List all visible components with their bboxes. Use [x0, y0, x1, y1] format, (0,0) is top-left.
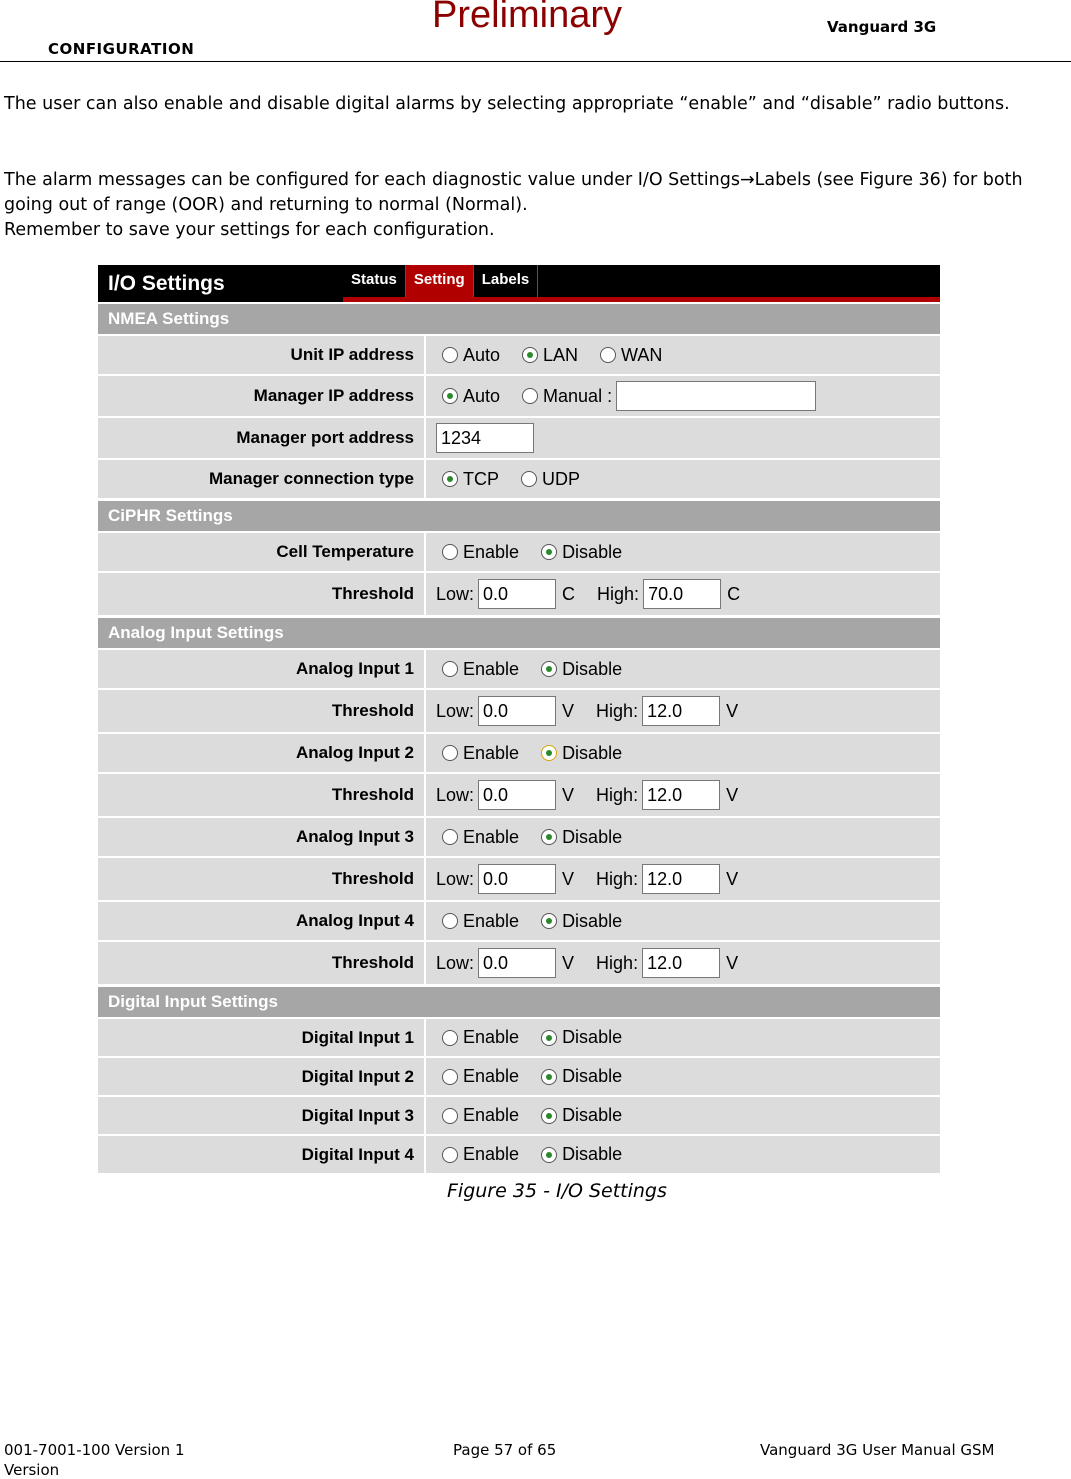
radio-analog-3-disable[interactable]: Disable [541, 827, 622, 848]
radio-selected-icon [522, 347, 538, 363]
row-cell-threshold: Threshold Low: 0.0 C High: 70.0 C [98, 573, 940, 615]
radio-digital-2-disable[interactable]: Disable [541, 1066, 622, 1087]
radio-selected-icon [541, 745, 557, 761]
label-unit-ip: Unit IP address [98, 336, 424, 374]
row-cell-temp [98, 533, 940, 571]
row-analog-input-4 [98, 902, 940, 940]
radio-selected-icon [541, 1108, 557, 1124]
row-manager-conn [98, 460, 940, 498]
io-settings-title: I/O Settings [108, 272, 225, 295]
row-analog-input-3 [98, 818, 940, 856]
io-settings-title-bar [98, 265, 940, 302]
radio-selected-icon [541, 913, 557, 929]
radio-selected-icon [541, 1147, 557, 1163]
paragraph-digital-alarms: The user can also enable and disable digital alarms by selecting appropriate “enable” and “disable” radio buttons. [4, 94, 1010, 114]
radio-cell-temp-disable[interactable]: Disable [541, 542, 622, 563]
radio-icon [521, 471, 537, 487]
radio-unit-ip-wan[interactable]: WAN [600, 345, 662, 366]
radio-digital-3-disable[interactable]: Disable [541, 1105, 622, 1126]
row-manager-ip [98, 376, 940, 416]
label-analog-input-4: Analog Input 4 [98, 902, 424, 940]
row-digital-input-1 [98, 1019, 940, 1056]
analog-1-high-input[interactable]: 12.0 [642, 696, 720, 726]
label-manager-ip: Manager IP address [98, 376, 424, 416]
tab-setting[interactable]: Setting [406, 265, 474, 297]
analog-2-low-input[interactable]: 0.0 [478, 780, 556, 810]
header-brand: Vanguard 3G [827, 18, 937, 36]
radio-icon [442, 829, 458, 845]
section-ciphr: CiPHR Settings [98, 501, 940, 531]
analog-rows [98, 650, 940, 984]
radio-icon [442, 1147, 458, 1163]
radio-manager-ip-auto[interactable]: Auto [442, 386, 500, 407]
row-analog-input-2 [98, 734, 940, 772]
manager-port-input[interactable]: 1234 [436, 423, 534, 453]
radio-analog-1-disable[interactable]: Disable [541, 659, 622, 680]
radio-selected-icon [541, 829, 557, 845]
footer-manual: Vanguard 3G User Manual GSM [760, 1441, 995, 1459]
footer-version: Version [4, 1461, 60, 1479]
row-digital-input-2 [98, 1058, 940, 1095]
footer-doc-id: 001-7001-100 Version 1 [4, 1441, 185, 1459]
radio-digital-3-enable[interactable]: Enable [442, 1105, 519, 1126]
row-analog-threshold-2: Threshold Low: 0.0 V High: 12.0 V [98, 774, 940, 816]
radio-selected-icon [442, 471, 458, 487]
radio-icon [522, 388, 538, 404]
footer-page: Page 57 of 65 [453, 1441, 557, 1459]
radio-analog-1-enable[interactable]: Enable [442, 659, 519, 680]
label-digital-input-4: Digital Input 4 [98, 1136, 424, 1173]
radio-icon [442, 661, 458, 677]
radio-selected-icon [442, 388, 458, 404]
radio-digital-4-enable[interactable]: Enable [442, 1144, 519, 1165]
analog-1-low-input[interactable]: 0.0 [478, 696, 556, 726]
radio-icon [600, 347, 616, 363]
row-analog-threshold-1: Threshold Low: 0.0 V High: 12.0 V [98, 690, 940, 732]
io-settings-figure [98, 265, 940, 1172]
radio-icon [442, 913, 458, 929]
section-digital: Digital Input Settings [98, 987, 940, 1017]
section-nmea: NMEA Settings [98, 304, 940, 334]
radio-unit-ip-auto[interactable]: Auto [442, 345, 500, 366]
label-threshold: Threshold [98, 774, 424, 816]
figure-caption: Figure 35 - I/O Settings [447, 1180, 667, 1202]
row-digital-input-4 [98, 1136, 940, 1173]
manager-ip-input[interactable] [616, 381, 816, 411]
radio-icon [442, 1030, 458, 1046]
digital-rows [98, 1019, 940, 1173]
radio-selected-icon [541, 544, 557, 560]
label-threshold: Threshold [98, 690, 424, 732]
row-digital-input-3 [98, 1097, 940, 1134]
label-digital-input-3: Digital Input 3 [98, 1097, 424, 1134]
preliminary-watermark: Preliminary [432, 0, 623, 36]
label-manager-conn: Manager connection type [98, 460, 424, 498]
row-analog-threshold-4: Threshold Low: 0.0 V High: 12.0 V [98, 942, 940, 984]
radio-digital-4-disable[interactable]: Disable [541, 1144, 622, 1165]
radio-icon [442, 1108, 458, 1124]
tab-status[interactable]: Status [343, 265, 406, 297]
radio-selected-icon [541, 1069, 557, 1085]
radio-icon [442, 347, 458, 363]
radio-cell-temp-enable[interactable]: Enable [442, 542, 519, 563]
label-analog-input-2: Analog Input 2 [98, 734, 424, 772]
radio-icon [442, 1069, 458, 1085]
analog-4-high-input[interactable]: 12.0 [642, 948, 720, 978]
radio-analog-4-disable[interactable]: Disable [541, 911, 622, 932]
analog-3-low-input[interactable]: 0.0 [478, 864, 556, 894]
radio-digital-2-enable[interactable]: Enable [442, 1066, 519, 1087]
paragraph-line-labels: The alarm messages can be configured for each diagnostic value under I/O Settings→Labels (see Figure 36) for both going out of range (OOR) and returning to normal (Normal). [4, 170, 1023, 215]
label-manager-port: Manager port address [98, 418, 424, 458]
label-threshold: Threshold [98, 858, 424, 900]
radio-analog-3-enable[interactable]: Enable [442, 827, 519, 848]
row-unit-ip [98, 336, 940, 374]
radio-manager-ip-manual[interactable]: Manual : [522, 386, 612, 407]
radio-digital-1-disable[interactable]: Disable [541, 1027, 622, 1048]
radio-analog-2-disable[interactable]: Disable [541, 743, 622, 764]
label-cell-temp: Cell Temperature [98, 533, 424, 571]
section-analog: Analog Input Settings [98, 618, 940, 648]
label-analog-input-1: Analog Input 1 [98, 650, 424, 688]
row-manager-port [98, 418, 940, 458]
paragraph-line-save: Remember to save your settings for each configuration. [4, 220, 495, 240]
label-threshold: Threshold [98, 942, 424, 984]
radio-unit-ip-lan[interactable]: LAN [522, 345, 578, 366]
paragraph-alarm-messages [4, 168, 1064, 243]
header-rule [0, 61, 1071, 62]
analog-3-high-input[interactable]: 12.0 [642, 864, 720, 894]
row-analog-threshold-3: Threshold Low: 0.0 V High: 12.0 V [98, 858, 940, 900]
analog-4-low-input[interactable]: 0.0 [478, 948, 556, 978]
row-analog-input-1 [98, 650, 940, 688]
header-section: CONFIGURATION [48, 40, 195, 58]
radio-digital-1-enable[interactable]: Enable [442, 1027, 519, 1048]
radio-conn-udp[interactable]: UDP [521, 469, 580, 490]
label-threshold: Threshold [98, 573, 424, 615]
label-analog-input-3: Analog Input 3 [98, 818, 424, 856]
tab-labels[interactable]: Labels [474, 265, 539, 297]
radio-analog-2-enable[interactable]: Enable [442, 743, 519, 764]
cell-temp-high-input[interactable]: 70.0 [643, 579, 721, 609]
radio-analog-4-enable[interactable]: Enable [442, 911, 519, 932]
radio-conn-tcp[interactable]: TCP [442, 469, 499, 490]
cell-temp-low-input[interactable]: 0.0 [478, 579, 556, 609]
radio-icon [442, 544, 458, 560]
label-digital-input-2: Digital Input 2 [98, 1058, 424, 1095]
label-digital-input-1: Digital Input 1 [98, 1019, 424, 1056]
radio-icon [442, 745, 458, 761]
radio-selected-icon [541, 661, 557, 677]
radio-selected-icon [541, 1030, 557, 1046]
analog-2-high-input[interactable]: 12.0 [642, 780, 720, 810]
